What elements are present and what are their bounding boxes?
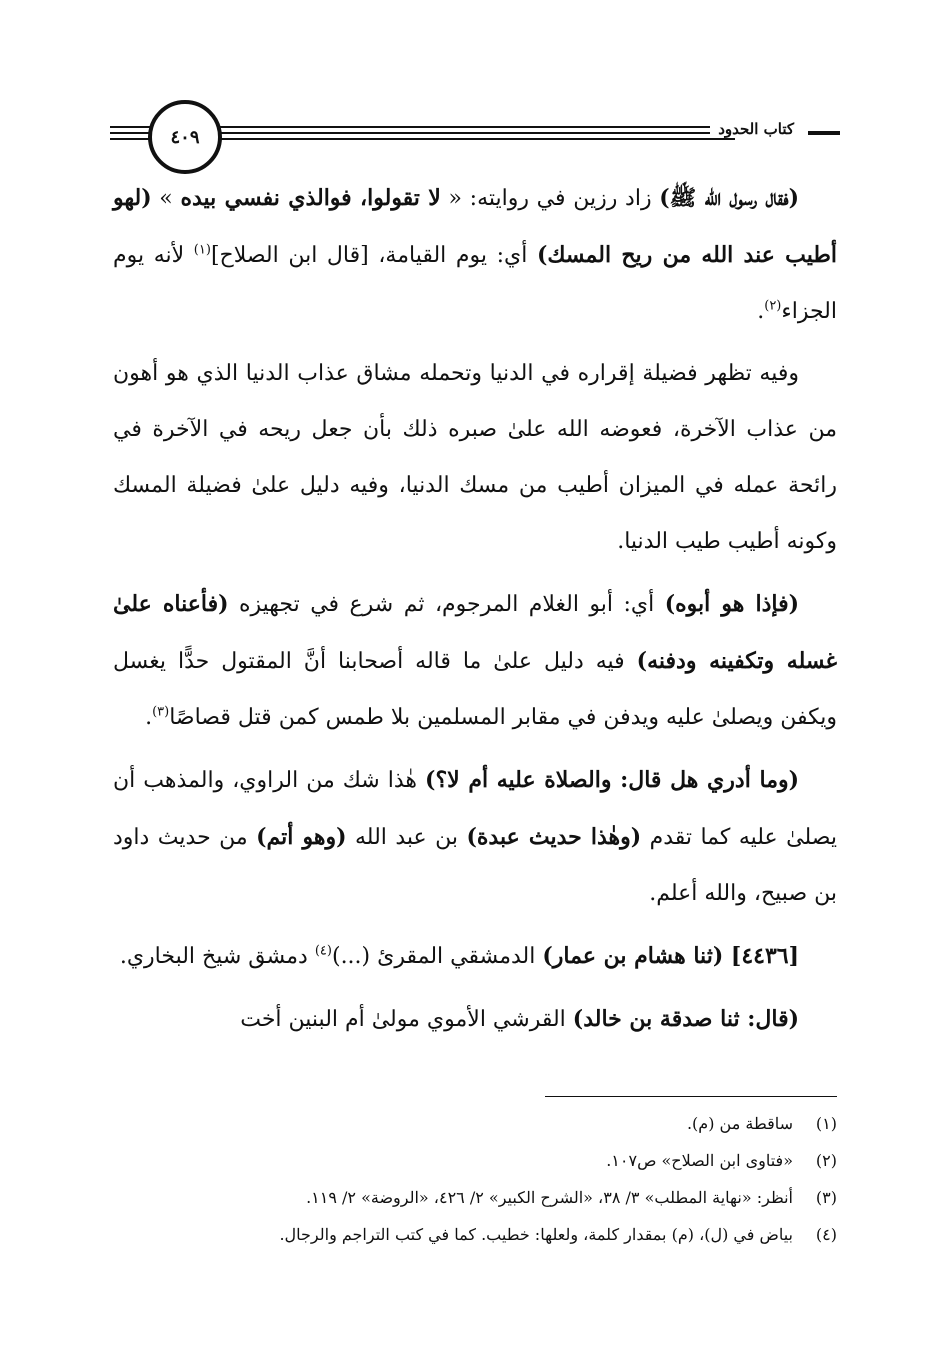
- quoted-text: لا تقولوا، فوالذي نفسي بيده: [180, 185, 441, 211]
- paragraph: [113, 346, 837, 570]
- commentary-text: هٰذا شك من الراوي، والمذهب أن يصلىٰ عليه كما تقدم: [113, 768, 837, 850]
- footnote-number: (١): [815, 1114, 837, 1133]
- quoted-text: (فإذا هو أبوه): [664, 591, 800, 617]
- quoted-text: (وما أدري هل قال: والصلاة عليه أم لا؟): [425, 767, 800, 793]
- footnote-ref: (٣): [152, 704, 170, 720]
- footnote: [113, 1105, 837, 1142]
- commentary-text: لأنه يوم الجزاء: [113, 243, 837, 324]
- paragraph: [113, 991, 837, 1048]
- footnote-number: (٤): [815, 1225, 837, 1244]
- quoted-text: (قال: ثنا صدقة بن خالد): [572, 1006, 799, 1032]
- commentary-text: زاد رزين في روايته: «: [440, 186, 660, 211]
- commentary-text: وفيه تظهر فضيلة إقراره في الدنيا وتحمله مشاق عذاب الدنيا الذي هو أهون من عذاب الآخرة، فعوضه الله علىٰ صبره ذلك بأن جعل ريحه في الآخرة في رائحة عمله في الميزان أطيب من مسك الدنيا، وفيه دليل علىٰ فضيلة المسك وكونه أطيب طيب الدنيا.: [113, 361, 837, 554]
- page-header: [110, 100, 840, 170]
- quoted-text: (فأعناه علىٰ غسله وتكفينه ودفنه): [113, 591, 838, 674]
- commentary-text: دمشق شيخ البخاري.: [119, 944, 315, 969]
- footnote: [113, 1216, 837, 1253]
- header-rule: [215, 126, 735, 128]
- commentary-text: الدمشقي المقرئ (...): [331, 944, 543, 969]
- main-text: [113, 170, 837, 1054]
- commentary-text: فيه دليل علىٰ ما قاله أصحابنا أنَّ المقتول حدًّا يغسل ويكفن ويصلىٰ عليه ويدفن في مقابر المسلمين بلا طمس كمن قتل قصاصًا: [113, 649, 837, 730]
- commentary-text: أي: أبو الغلام المرجوم، ثم شرع في تجهيزه: [228, 592, 665, 617]
- footnote-number: (٣): [815, 1188, 837, 1207]
- quoted-text: (لهو أطيب عند الله من ريح المسك): [113, 185, 837, 268]
- footnote-number: (٢): [815, 1151, 837, 1170]
- footnote-ref: (٤): [314, 943, 332, 959]
- paragraph: [113, 576, 837, 746]
- footnote-text: بياض في (ل)، (م) بمقدار كلمة، ولعلها: خطيب. كما في كتب التراجم والرجال.: [279, 1225, 793, 1244]
- header-rule: [110, 138, 150, 140]
- footnote: [113, 1179, 837, 1216]
- header-rule: [215, 132, 735, 134]
- header-rule: [110, 132, 150, 134]
- paragraph: [113, 170, 837, 340]
- footnote-text: أنظر: «نهاية المطلب» ٣/ ٣٨، «الشرح الكبير» ٢/ ٤٢٦، «الروضة» ٢/ ١١٩.: [306, 1188, 793, 1207]
- commentary-text: بن عبد الله: [346, 825, 467, 850]
- commentary-text: من حديث داود بن صبيح، والله أعلم.: [113, 825, 837, 906]
- quoted-text: [٤٤٣٦] (ثنا هشام بن عمار): [542, 943, 799, 969]
- footnote-text: ساقطة من (م).: [686, 1114, 793, 1133]
- header-rule: [215, 138, 735, 140]
- footnote-separator: [545, 1096, 837, 1097]
- page-number: ٤٠٩: [148, 100, 222, 174]
- running-title: كتاب الحدود: [710, 120, 802, 138]
- commentary-text: »: [151, 186, 181, 211]
- commentary-text: .: [757, 299, 765, 324]
- paragraph: [113, 928, 837, 985]
- footnotes: [113, 1105, 837, 1253]
- footnote-ref: (٢): [764, 298, 782, 314]
- header-rule: [110, 126, 150, 128]
- quoted-text: (وهٰذا حديث عبدة): [466, 824, 642, 850]
- footnote: [113, 1142, 837, 1179]
- commentary-text: القرشي الأموي مولىٰ أم البنين أخت: [240, 1007, 573, 1032]
- quoted-text: (وهو أتم): [256, 824, 347, 850]
- paragraph: [113, 752, 837, 922]
- footnote-ref: (١): [193, 242, 211, 258]
- commentary-text: أي: يوم القيامة، [قال ابن الصلاح]: [210, 243, 537, 268]
- commentary-text: .: [145, 705, 153, 730]
- quoted-text: (فقال رسول الله ﷺ): [659, 185, 799, 211]
- footnote-text: «فتاوى ابن الصلاح» ص١٠٧.: [606, 1151, 793, 1170]
- header-tail-rule: [808, 131, 840, 135]
